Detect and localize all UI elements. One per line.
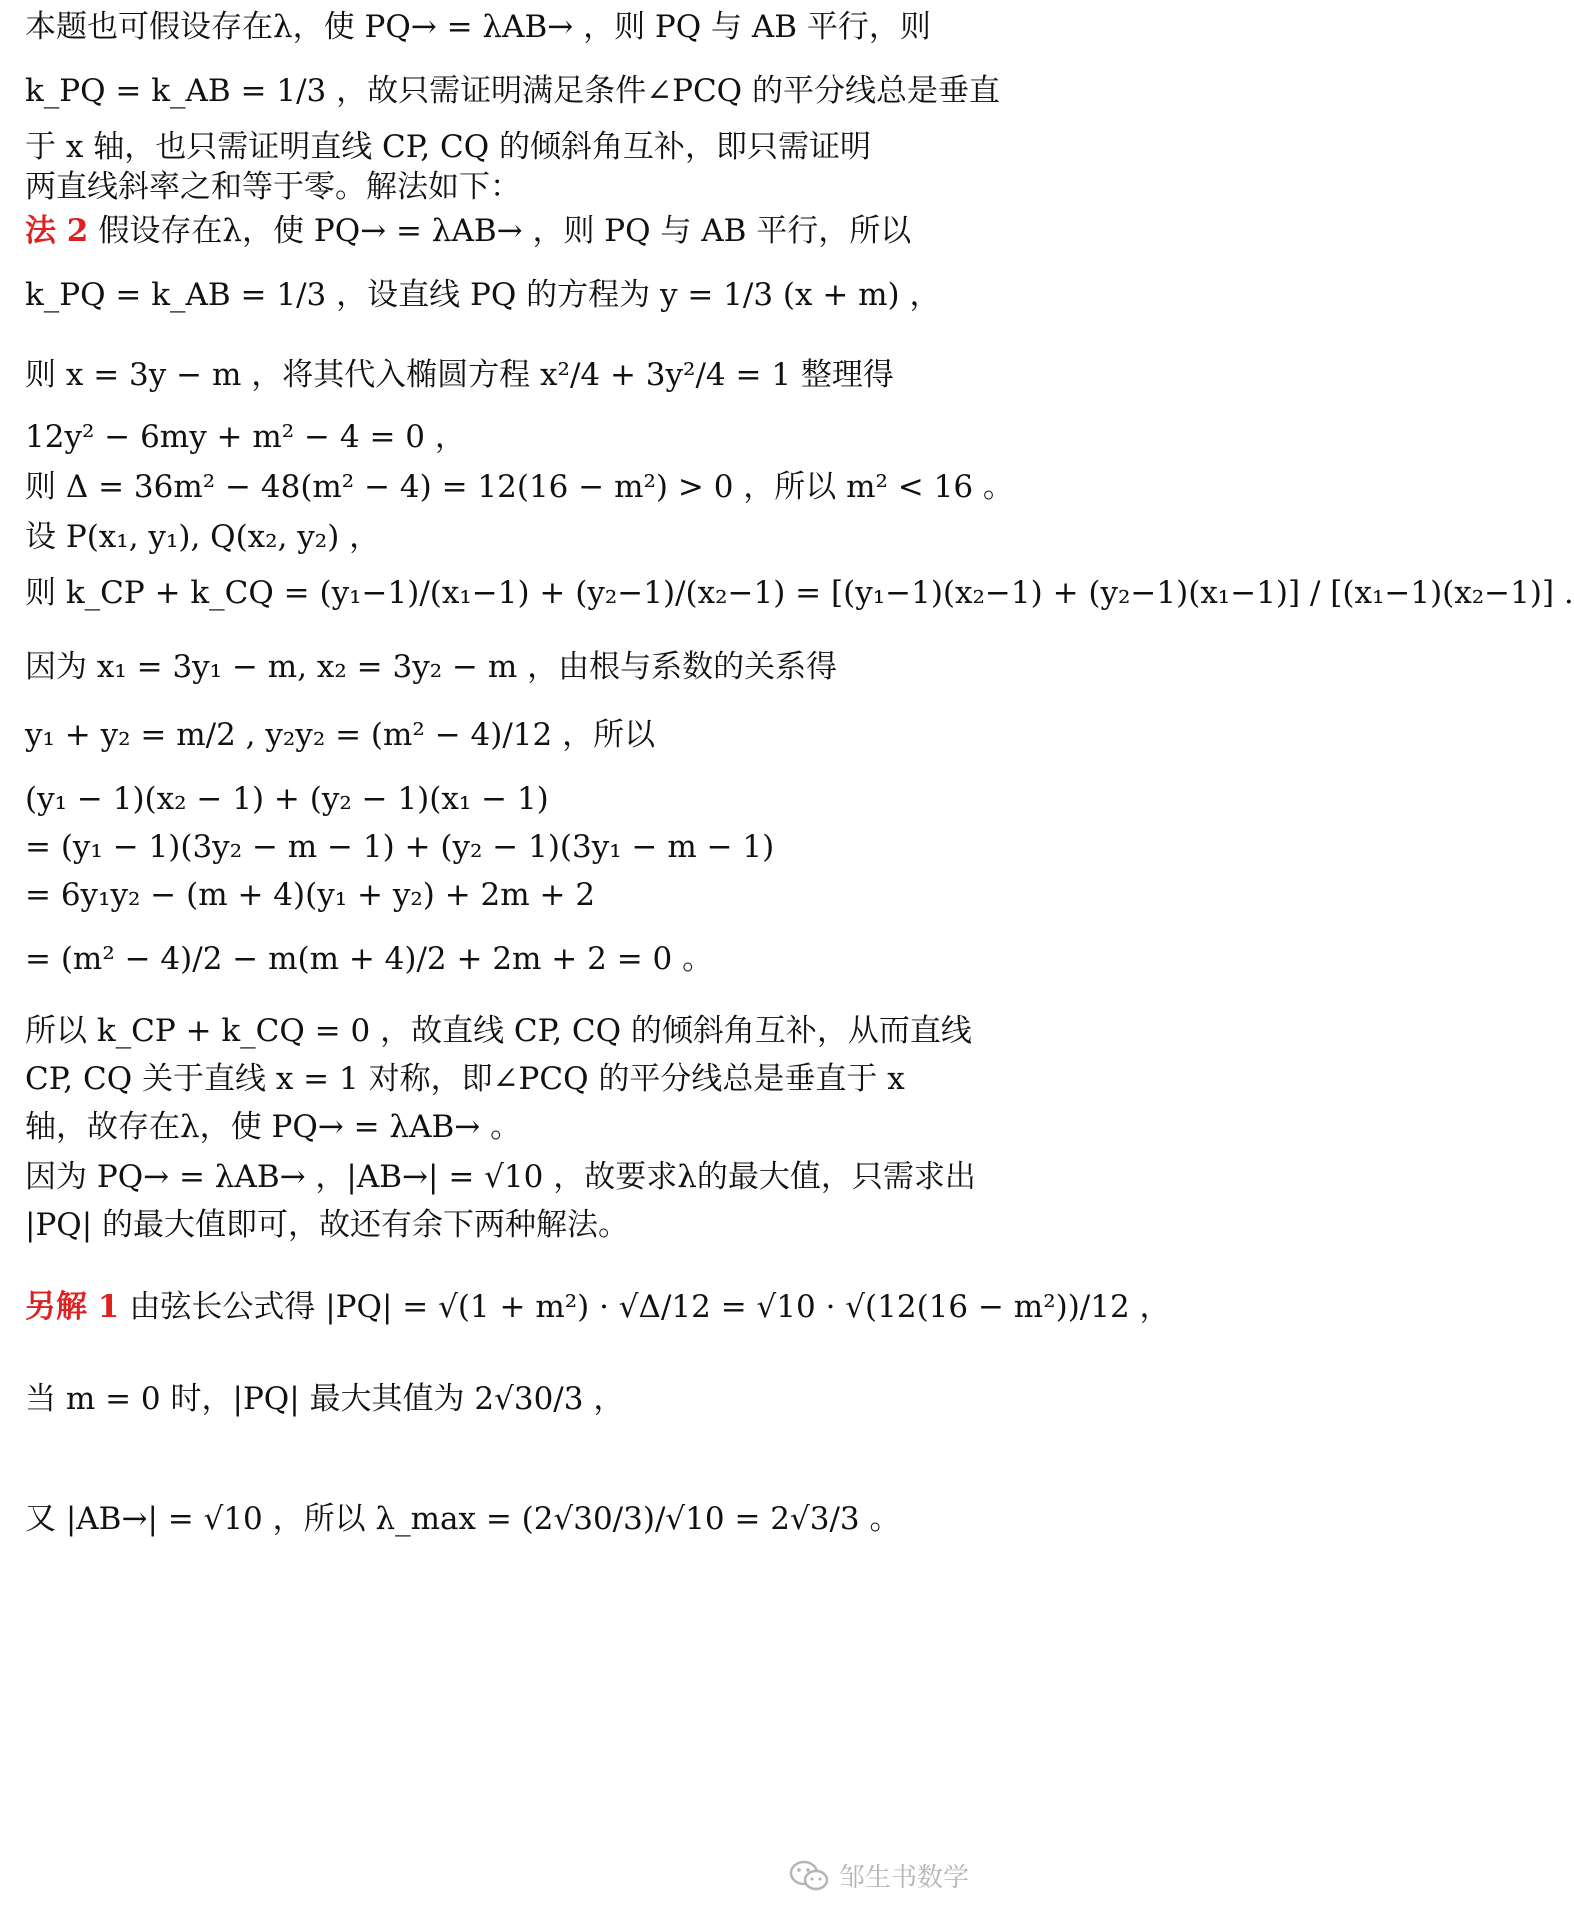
text-conclusion-3: 轴，故存在λ，使 PQ→ = λAB→ 。: [25, 1109, 522, 1145]
text-lambda-1: 因为 PQ→ = λAB→ ，|AB→| = √10 ，故要求λ的最大值，只需求出: [25, 1159, 976, 1195]
equation-discriminant: 则 Δ = 36m² − 48(m² − 4) = 12(16 − m²) > 0 ，所以 m² < 16 。: [25, 469, 1014, 505]
alt-solution-1-line: [25, 1288, 1171, 1327]
text-lambda-2: |PQ| 的最大值即可，故还有余下两种解法。: [25, 1207, 630, 1243]
equation-expand-2: = (y₁ − 1)(3y₂ − m − 1) + (y₂ − 1)(3y₁ − m − 1): [25, 829, 775, 865]
text-line-4: 两直线斜率之和等于零。解法如下：: [25, 169, 521, 205]
method-2-text: 假设存在λ，使 PQ→ = λAB→ ，则 PQ 与 AB 平行，所以: [98, 213, 912, 249]
text-line-6: k_PQ = k_AB = 1/3 ，设直线 PQ 的方程为 y = 1/3 (x + m) ，: [25, 277, 941, 313]
watermark-text: 邹生书数学: [838, 1863, 969, 1893]
text-line-7: 则 x = 3y − m ，将其代入椭圆方程 x²/4 + 3y²/4 = 1 整理得: [25, 357, 894, 393]
equation-expand-4: = (m² − 4)/2 − m(m + 4)/2 + 2m + 2 = 0 。: [25, 941, 714, 977]
text-line-vieta: 因为 x₁ = 3y₁ − m, x₂ = 3y₂ − m ，由根与系数的关系得: [25, 649, 838, 685]
text-line-points: 设 P(x₁, y₁), Q(x₂, y₂) ，: [25, 519, 381, 555]
text-line-3: 于 x 轴，也只需证明直线 CP, CQ 的倾斜角互补，即只需证明: [25, 129, 872, 165]
equation-slope-sum: 则 k_CP + k_CQ = (y₁−1)/(x₁−1) + (y₂−1)/(x₂−1) = [(y₁−1)(x₂−1) + (y₂−1)(x₁−1)] / [(x₁−1)(x₂−1)] .: [25, 575, 1574, 611]
text-conclusion-2: CP, CQ 关于直线 x = 1 对称，即∠PCQ 的平分线总是垂直于 x: [25, 1061, 905, 1097]
text-line-1: 本题也可假设存在λ，使 PQ→ = λAB→ ，则 PQ 与 AB 平行，则: [25, 9, 931, 45]
equation-expand-3: = 6y₁y₂ − (m + 4)(y₁ + y₂) + 2m + 2: [25, 877, 596, 913]
alt-solution-1-text: 由弦长公式得 |PQ| = √(1 + m²) · √Δ/12 = √10 · √(12(16 − m²))/12 ，: [129, 1289, 1171, 1325]
wechat-icon: [789, 1859, 829, 1893]
watermark: [789, 1857, 969, 1894]
text-conclusion-1: 所以 k_CP + k_CQ = 0 ，故直线 CP, CQ 的倾斜角互补，从而直线: [25, 1013, 972, 1049]
alt-solution-1-label: 另解 1: [25, 1289, 120, 1325]
method-2-line: [25, 212, 975, 251]
text-line-2: k_PQ = k_AB = 1/3 ，故只需证明满足条件∠PCQ 的平分线总是垂直: [25, 73, 1000, 109]
equation-expand-1: (y₁ − 1)(x₂ − 1) + (y₂ − 1)(x₁ − 1): [25, 781, 549, 817]
equation-quadratic: 12y² − 6my + m² − 4 = 0 ，: [25, 419, 466, 455]
method-2-label: 法 2: [25, 213, 89, 249]
text-lambda-max: 又 |AB→| = √10 ，所以 λ_max = (2√30/3)/√10 = 2√3/3 。: [25, 1501, 901, 1537]
text-max-pq: 当 m = 0 时，|PQ| 最大其值为 2√30/3 ，: [25, 1381, 625, 1417]
equation-vieta: y₁ + y₂ = m/2 , y₂y₂ = (m² − 4)/12 ，所以: [25, 717, 656, 753]
